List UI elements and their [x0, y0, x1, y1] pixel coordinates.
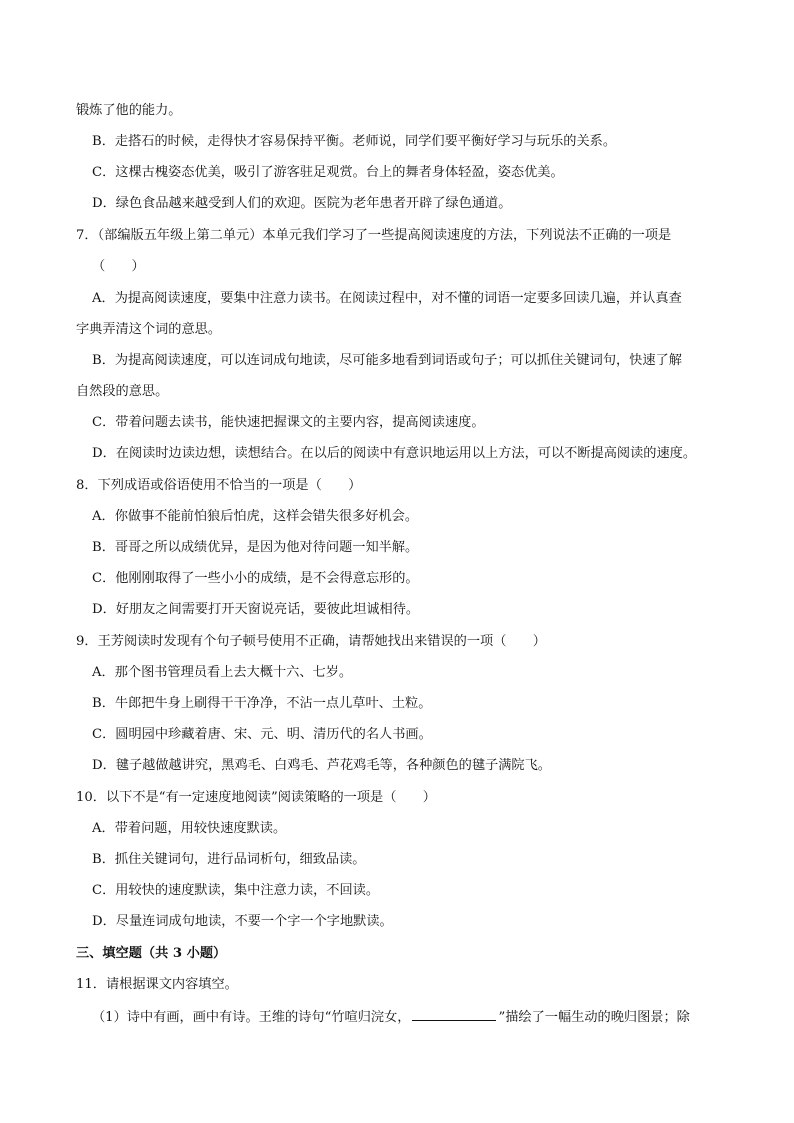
q11-sub1-text-after: ”描绘了一幅生动的晚归图景；除 [498, 1010, 690, 1025]
q10-option-b: B．抓住关键词句，进行品词析句，细致品读。 [92, 852, 366, 867]
q9-option-d: D．毽子越做越讲究，黑鸡毛、白鸡毛、芦花鸡毛等，各种颜色的毽子满院飞。 [92, 758, 551, 773]
q6-option-c: C．这棵古槐姿态优美，吸引了游客驻足观赏。台上的舞者身体轻盈，姿态优美。 [92, 165, 564, 180]
q7-answer-paren: （ ） [92, 259, 145, 274]
q7-option-d: D．在阅读时边读边想，读想结合。在以后的阅读中有意识地运用以上方法，可以不断提高阅读的速度。 [92, 446, 697, 461]
q7-stem: 7．（部编版五年级上第二单元）本单元我们学习了一些提高阅读速度的方法，下列说法不正确的一项是 [76, 228, 672, 243]
q10-stem: 10．以下不是“有一定速度地阅读”阅读策略的一项是（ ） [76, 790, 436, 805]
q7-option-a-line1: A．为提高阅读速度，要集中注意力读书。在阅读过程中，对不懂的词语一定要多回读几遍，并认真查 [92, 291, 682, 306]
q7-option-a-line2: 字典弄清这个词的意思。 [76, 322, 222, 337]
q11-sub1-text-before: （1）诗中有画，画中有诗。王维的诗句“竹喧归浣女， [92, 1010, 411, 1025]
q6-option-b: B．走搭石的时候，走得快才容易保持平衡。老师说，同学们要平衡好学习与玩乐的关系。 [92, 134, 616, 149]
q9-option-b: B．牛郎把牛身上刷得干干净净，不沾一点儿草叶、土粒。 [92, 696, 432, 711]
q8-option-d: D．好朋友之间需要打开天窗说亮话，要彼此坦诚相待。 [92, 602, 420, 617]
q9-option-a: A．那个图书管理员看上去大概十六、七岁。 [92, 665, 353, 680]
q8-option-a: A．你做事不能前怕狼后怕虎，这样会错失很多好机会。 [92, 509, 419, 524]
q7-option-c: C．带着问题去读书，能快速把握课文的主要内容，提高阅读速度。 [92, 415, 485, 430]
q7-option-b-line2: 自然段的意思。 [76, 384, 169, 399]
q9-stem: 9．王芳阅读时发现有个句子顿号使用不正确，请帮她找出来错误的一项（ ） [76, 634, 546, 649]
q11-stem: 11．请根据课文内容填空。 [76, 977, 238, 992]
q10-option-d: D．尽量连词成句地读，不要一个字一个字地默读。 [92, 914, 393, 929]
fill-in-blank[interactable] [412, 1007, 496, 1021]
q10-option-a: A．带着问题，用较快速度默读。 [92, 821, 287, 836]
q7-option-b-line1: B．为提高阅读速度，可以连词成句地读，尽可能多地看到词语或句子；可以抓住关键词句，快速了解 [92, 353, 682, 368]
q10-option-c: C．用较快的速度默读，集中注意力读，不回读。 [92, 883, 380, 898]
q6-continuation-line: 锻炼了他的能力。 [76, 103, 182, 118]
section-heading: 三、填空题（共 3 小题） [76, 946, 227, 961]
q9-option-c: C．圆明园中珍藏着唐、宋、元、明、清历代的名人书画。 [92, 727, 432, 742]
q8-stem: 8．下列成语或俗语使用不恰当的一项是（ ） [76, 478, 362, 493]
q8-option-b: B．哥哥之所以成绩优异，是因为他对待问题一知半解。 [92, 540, 419, 555]
q6-option-d: D．绿色食品越来越受到人们的欢迎。医院为老年患者开辟了绿色通道。 [92, 196, 512, 211]
q11-sub1 [92, 1007, 690, 1027]
q8-option-c: C．他刚刚取得了一些小小的成绩，是不会得意忘形的。 [92, 571, 419, 586]
